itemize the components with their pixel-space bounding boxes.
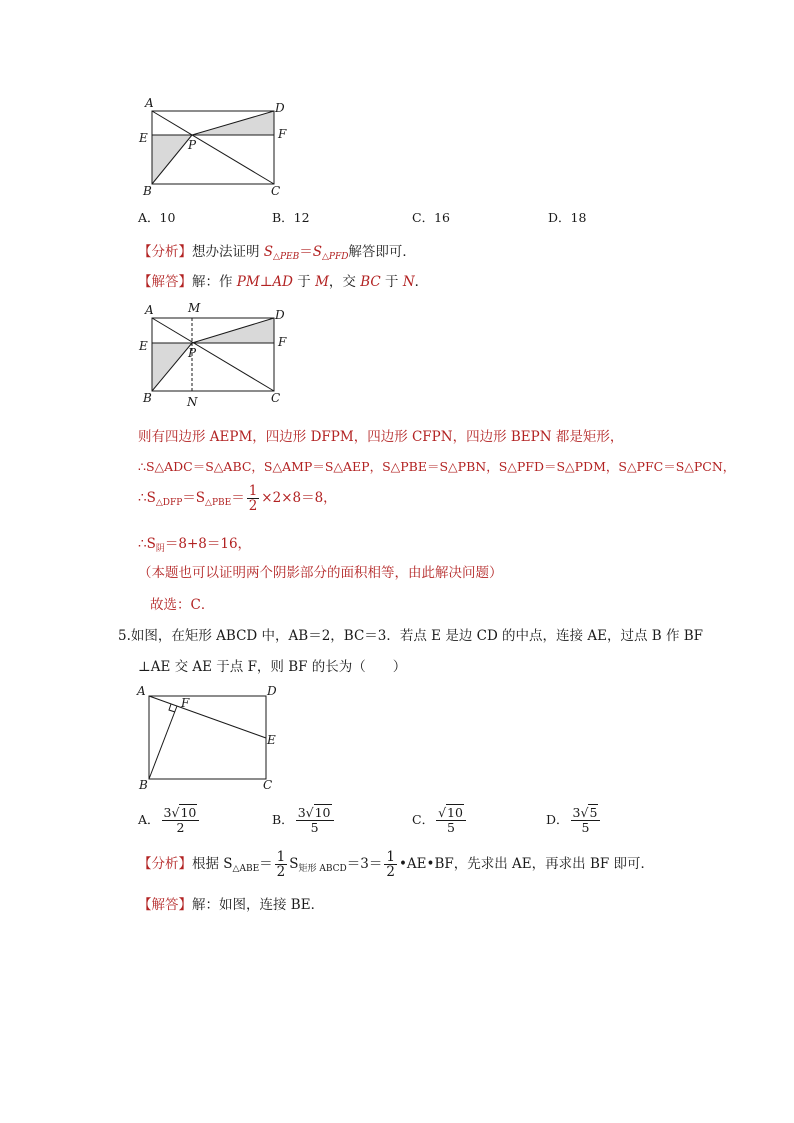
label-B: B — [143, 391, 152, 405]
choice-c: C．16 — [412, 210, 450, 225]
label-C: C — [271, 391, 281, 405]
label-E: E — [139, 131, 148, 145]
q5-line-1: 5.如图，在矩形 ABCD 中，AB＝2，BC＝3．若点 E 是边 CD 的中点，连接 AE，过点 B 作 BF — [118, 628, 704, 644]
step-1: 则有四边形 AEPM，四边形 DFPM，四边形 CFPN，四边形 BEPN 都是矩形， — [138, 429, 624, 445]
step-5: （本题也可以证明两个阴影部分的面积相等，由此解决问题） — [138, 565, 503, 581]
label-E: E — [267, 733, 276, 747]
step-2: ∴S△ADC＝S△ABC，S△AMP＝S△AEP，S△PBE＝S△PBN，S△PFD＝S△PDM，S△PFC＝S△PCN， — [138, 459, 736, 474]
label-F: F — [278, 127, 287, 141]
label-A: A — [137, 684, 146, 698]
q5-choice-c: C． $\frac{√10}{5}$ — [412, 806, 468, 835]
label-C: C — [263, 778, 273, 792]
label-D: D — [267, 684, 277, 698]
label-A: A — [145, 96, 154, 110]
label-F: F — [278, 335, 287, 349]
label-D: D — [275, 101, 285, 115]
label-F: F — [181, 696, 190, 710]
label-A: A — [145, 303, 154, 317]
label-M: M — [188, 301, 201, 315]
label-P: P — [188, 138, 197, 152]
q5-choice-d: D． $\frac{3√5}{5}$ — [546, 806, 602, 835]
figure-1 — [135, 95, 295, 200]
label-E: E — [139, 339, 148, 353]
q5-choice-a: A． $\frac{3√10}{2}$ — [138, 806, 201, 835]
q5-choice-b: B． $\frac{3√10}{5}$ — [272, 806, 336, 835]
choice-b: B．12 — [272, 210, 310, 225]
q5-line-2: ⊥AE 交 AE 于点 F，则 BF 的长为（ ） — [138, 659, 407, 675]
label-P: P — [188, 346, 197, 360]
label-B: B — [139, 778, 148, 792]
analysis-1: 【分析】想办法证明 $S_{\triangle PEB}=S_{\triangle PFD}$解答即可． — [138, 244, 416, 262]
label-C: C — [271, 184, 281, 198]
solution-2: 【解答】解：如图，连接 BE． — [138, 897, 325, 913]
label-D: D — [275, 308, 285, 322]
label-N: N — [187, 395, 198, 409]
step-4: $\therefore S_阴=8+8=16$， — [138, 536, 252, 554]
choice-a: A．10 — [138, 210, 176, 225]
figure-3 — [135, 683, 285, 795]
figure-2 — [135, 298, 295, 410]
label-B: B — [143, 184, 152, 198]
analysis-2: 【分析】根据 $S_{\triangle ABE}=$ $\frac{1}{2}$ $S_{矩形 ABCD}=3=$ $\frac{1}{2}$ •AE•BF，先求出 AE，再求出 BF 即可． — [138, 849, 655, 880]
step-6: 故选：C． — [150, 597, 215, 613]
step-3: $\therefore S_{\triangle DFP}=S_{\triangle PBE}=$ $\frac{1}{2}$ ×2×8＝8， — [138, 483, 337, 514]
solution-1: 【解答】解：作 PM⊥AD 于 M，交 BC 于 N． — [138, 274, 429, 290]
choice-d: D．18 — [548, 210, 587, 225]
